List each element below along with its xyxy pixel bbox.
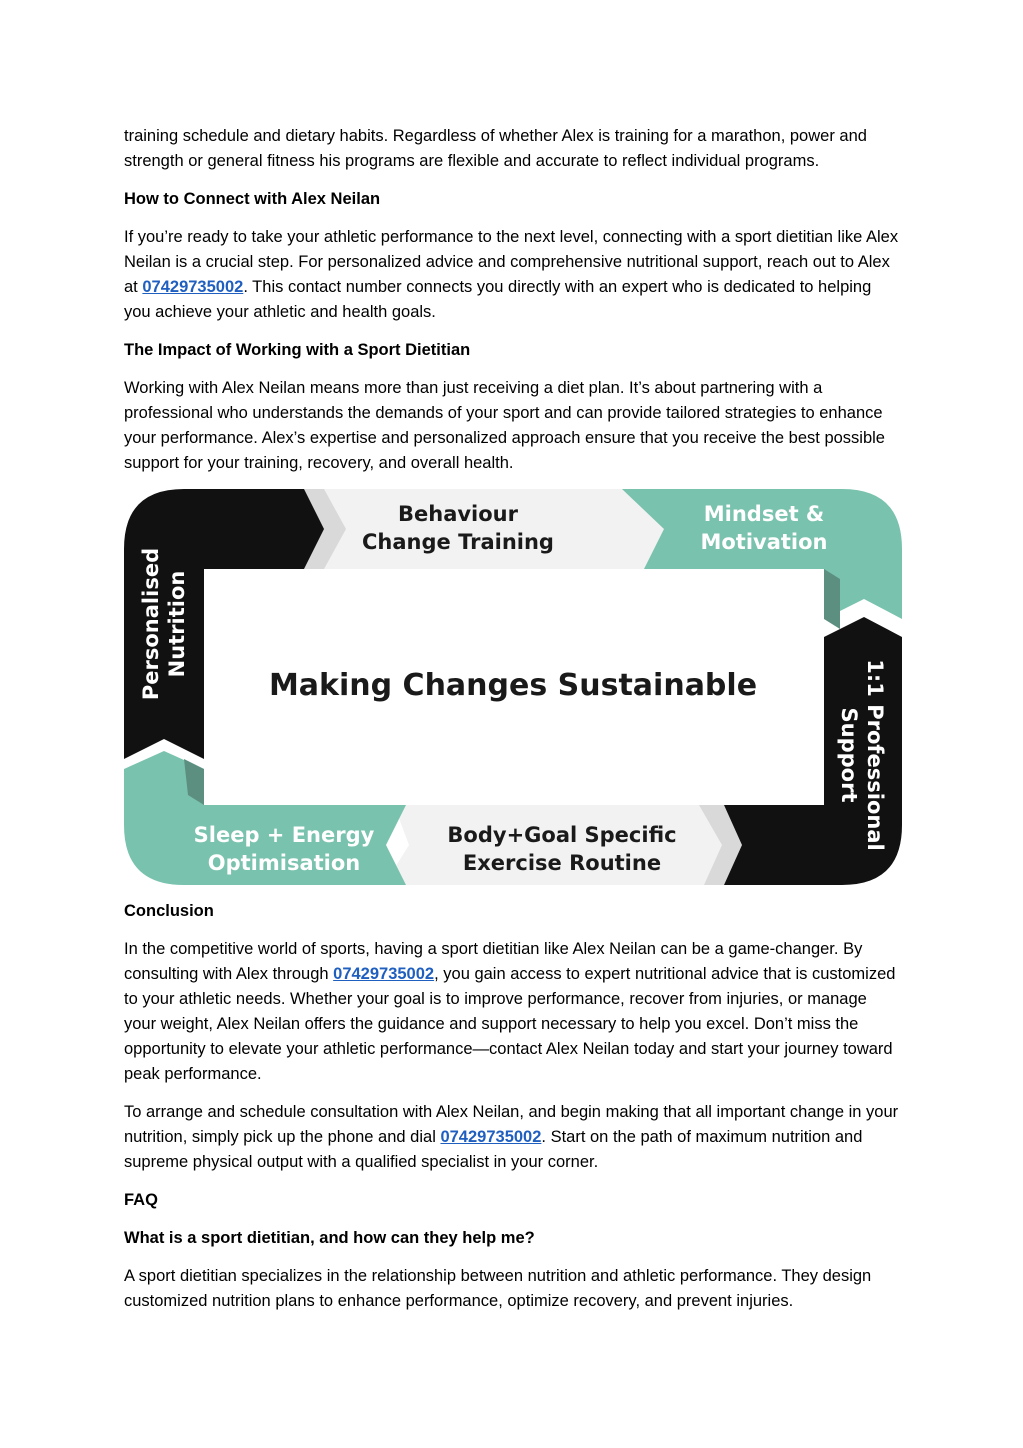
- label-professional-line2: Support: [837, 707, 861, 803]
- intro-paragraph: training schedule and dietary habits. Regardless of whether Alex is training for a marathon, power and strength or general fitness his programs are flexible and accurate to reflect individual programs.: [124, 127, 867, 170]
- label-sleep-line1: Sleep + Energy: [193, 823, 375, 847]
- conclusion-p1-before: In the competitive world of sports, having a sport dietitian like Alex Neilan can be a game-changer. By consulting with Alex through: [124, 940, 863, 983]
- top-banner: [299, 489, 669, 569]
- label-professional-line1: 1:1 Professional: [863, 659, 887, 851]
- connect-text-after: . This contact number connects you directly with an expert who is dedicated to helping you achieve your athletic and health goals.: [124, 278, 872, 321]
- phone-link[interactable]: 07429735002: [142, 278, 244, 296]
- label-exercise-line2: Exercise Routine: [462, 851, 662, 875]
- faq-heading: FAQ: [124, 1191, 158, 1209]
- diagram-graphic: [124, 489, 902, 885]
- impact-paragraph: Working with Alex Neilan means more than just receiving a diet plan. It’s about partnering with a professional who understands the demands of your sport and can provide tailored strategies to enhance your performance. Alex’s expertise and personalized approach ensure that you receive the best possible support for your training, recovery, and overall health.: [124, 379, 885, 472]
- label-sleep-line2: Optimisation: [207, 851, 361, 875]
- conclusion-p1-after: , you gain access to expert nutritional advice that is customized to your athletic needs. Whether your goal is to improve performance, recover from injuries, or manage your weight, Alex Neilan offers the guidance and support necessary to help you excel. Don’t miss the opportunity to elevate your athletic performance—contact Alex Neilan today and start your journey toward peak performance.: [124, 965, 896, 1083]
- faq-answer-1: A sport dietitian specializes in the relationship between nutrition and athletic performance. They design customized nutrition plans to enhance performance, optimize recovery, and prevent injuries.: [124, 1267, 872, 1310]
- conclusion-paragraph-1: [124, 937, 902, 1087]
- teal-block-edge: [824, 569, 840, 629]
- document-page: [124, 124, 902, 1327]
- phone-link[interactable]: 07429735002: [333, 965, 435, 983]
- label-behaviour-line1: Behaviour: [398, 502, 518, 526]
- connect-text-before: If you’re ready to take your athletic performance to the next level, connecting with a sport dietitian like Alex Neilan is a crucial step. For personalized advice and comprehensive nutritional support, reach out to Alex at: [124, 228, 899, 296]
- phone-link[interactable]: 07429735002: [440, 1128, 542, 1146]
- impact-heading: The Impact of Working with a Sport Dietitian: [124, 341, 471, 359]
- connect-paragraph: [124, 225, 902, 325]
- sustainable-changes-diagram: [124, 489, 902, 885]
- conclusion-paragraph-2: [124, 1100, 902, 1175]
- label-exercise-line1: Body+Goal Specific: [447, 823, 677, 847]
- conclusion-p2-after: . Start on the path of maximum nutrition and supreme physical output with a qualified specialist in your corner.: [124, 1128, 863, 1171]
- label-personalised-line2: Nutrition: [165, 570, 189, 678]
- connect-heading: How to Connect with Alex Neilan: [124, 190, 381, 208]
- label-mindset-line2: Motivation: [700, 530, 828, 554]
- label-mindset-line1: Mindset &: [703, 502, 825, 526]
- label-behaviour-line2: Change Training: [362, 530, 554, 554]
- conclusion-heading: Conclusion: [124, 902, 214, 920]
- conclusion-p2-before: To arrange and schedule consultation with Alex Neilan, and begin making that all important change in your nutrition, simply pick up the phone and dial: [124, 1103, 899, 1146]
- diagram-center-title: Making Changes Sustainable: [268, 668, 758, 703]
- faq-question-1: What is a sport dietitian, and how can they help me?: [124, 1229, 535, 1247]
- label-personalised-line1: Personalised: [139, 547, 163, 701]
